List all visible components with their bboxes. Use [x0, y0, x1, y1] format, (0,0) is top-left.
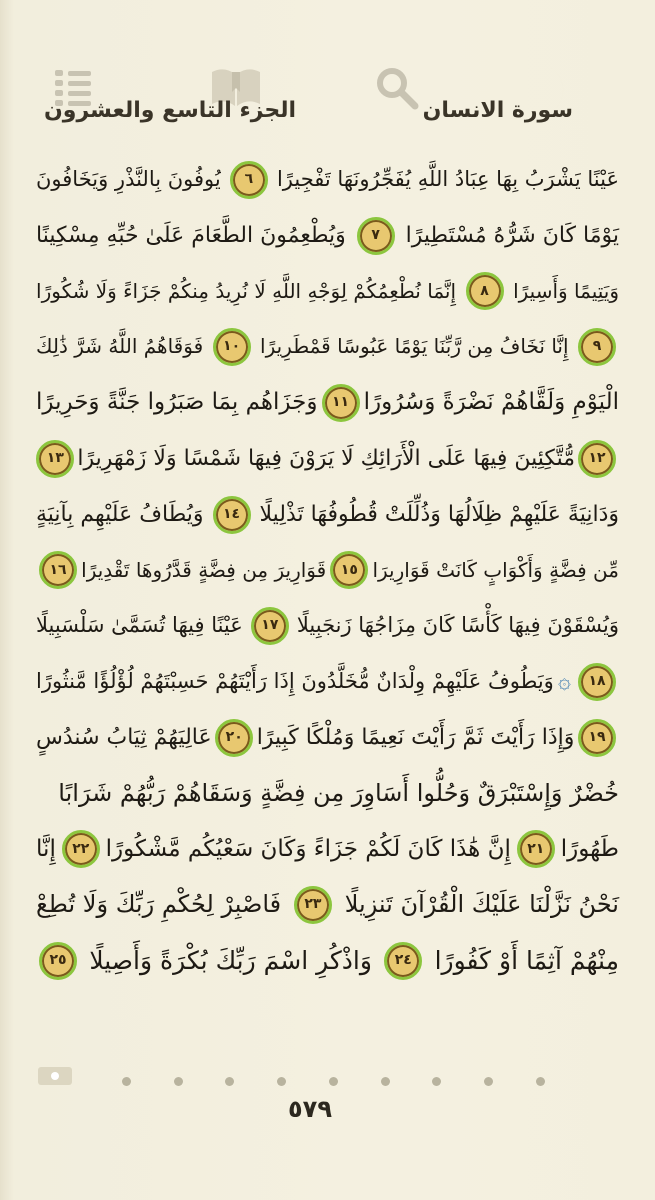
- ayah-number-marker: ١٢: [578, 440, 616, 478]
- text-line: [36, 264, 619, 320]
- ayah-number-marker: ٢٢: [62, 830, 100, 868]
- page-indicator-active[interactable]: [38, 1067, 72, 1085]
- verse-text: عَيْنًا فِيهَا تُسَمَّىٰ سَلْسَبِيلًا: [36, 613, 243, 638]
- ayah-number-marker: ٢٠: [215, 719, 253, 757]
- text-line: [36, 487, 619, 543]
- page-dot[interactable]: [277, 1077, 286, 1086]
- page-dot[interactable]: [329, 1077, 338, 1086]
- text-line: [36, 654, 619, 710]
- ayah-number-marker: ٢٣: [294, 886, 332, 924]
- verse-text: وَاذْكُرِ اسْمَ رَبِّكَ بُكْرَةً وَأَصِيلًا: [89, 946, 372, 976]
- ayah-number-marker: ١٤: [213, 496, 251, 534]
- page-dot[interactable]: [122, 1077, 131, 1086]
- verse-text: يَوْمًا كَانَ شَرُّهُ مُسْتَطِيرًا: [405, 222, 619, 248]
- text-line: [36, 933, 619, 989]
- verse-text: عَيْنًا يَشْرَبُ بِهَا عِبَادُ اللَّهِ يُفَجِّرُونَهَا تَفْجِيرًا: [276, 167, 619, 191]
- text-line: [36, 208, 619, 264]
- verse-text: إِنَّا: [36, 835, 56, 862]
- search-icon[interactable]: [375, 66, 421, 112]
- text-line: [36, 431, 619, 487]
- ayah-number-marker: ١٠: [213, 328, 251, 366]
- verse-text: إِنَّ هَٰذَا كَانَ لَكُمْ جَزَاءً وَكَانَ سَعْيُكُم مَّشْكُورًا: [105, 835, 511, 862]
- verse-text: نَحْنُ نَزَّلْنَا عَلَيْكَ الْقُرْآنَ تَنزِيلًا: [344, 890, 619, 919]
- juz-title: الجزء التاسع والعشرون: [44, 98, 297, 123]
- verse-text: عَالِيَهُمْ ثِيَابُ سُندُسٍ: [36, 724, 212, 750]
- text-line: [36, 543, 619, 599]
- verse-text: مِنْهُمْ آثِمًا أَوْ كَفُورًا: [434, 946, 619, 976]
- quran-page-text: [36, 152, 619, 989]
- rub-el-hizb-icon: ۞: [557, 669, 571, 695]
- page-dot[interactable]: [432, 1077, 441, 1086]
- verse-text: وَدَانِيَةً عَلَيْهِمْ ظِلَالُهَا وَذُلِّلَتْ قُطُوفُهَا تَذْلِيلًا: [259, 501, 619, 527]
- verse-text: فَاصْبِرْ لِحُكْمِ رَبِّكَ وَلَا تُطِعْ: [36, 890, 282, 919]
- ayah-number-marker: ١٥: [330, 551, 368, 589]
- verse-text: فَوَقَاهُمُ اللَّهُ شَرَّ ذَٰلِكَ: [36, 334, 204, 359]
- ayah-number-marker: ١٨: [578, 663, 616, 701]
- text-line: [36, 319, 619, 375]
- verse-text: وَيَطُوفُ عَلَيْهِمْ وِلْدَانٌ مُّخَلَّدُونَ إِذَا رَأَيْتَهُمْ حَسِبْتَهُمْ لُؤْلُؤًا مَّنثُورًا: [36, 669, 554, 694]
- verse-text: قَوَارِيرَ مِن فِضَّةٍ قَدَّرُوهَا تَقْدِيرًا: [81, 557, 327, 582]
- ayah-number-marker: ١٧: [251, 607, 289, 645]
- page-dot[interactable]: [381, 1077, 390, 1086]
- ayah-number-marker: ١٩: [578, 719, 616, 757]
- ayah-number-marker: ٦: [230, 161, 268, 199]
- text-line: [36, 598, 619, 654]
- ayah-number-marker: ٢٥: [39, 942, 77, 980]
- verse-text: خُضْرٌ وَإِسْتَبْرَقٌ وَحُلُّوا أَسَاوِرَ مِن فِضَّةٍ وَسَقَاهُمْ رَبُّهُمْ شَرَابًا: [58, 778, 619, 807]
- text-line: [36, 710, 619, 766]
- verse-text: وَيُطَافُ عَلَيْهِم بِآنِيَةٍ: [36, 501, 204, 527]
- verse-text: وَيُسْقَوْنَ فِيهَا كَأْسًا كَانَ مِزَاجُهَا زَنجَبِيلًا: [296, 613, 619, 638]
- verse-text: وَيُطْعِمُونَ الطَّعَامَ عَلَىٰ حُبِّهِ مِسْكِينًا: [36, 222, 346, 248]
- verse-text: مِّن فِضَّةٍ وَأَكْوَابٍ كَانَتْ قَوَارِيرَا: [372, 557, 619, 582]
- ayah-number-marker: ٧: [357, 217, 395, 255]
- verse-text: وَإِذَا رَأَيْتَ ثَمَّ رَأَيْتَ نَعِيمًا وَمُلْكًا كَبِيرًا: [256, 724, 575, 750]
- page-dot[interactable]: [225, 1077, 234, 1086]
- verse-text: طَهُورًا: [560, 835, 619, 862]
- verse-text: إِنَّا نَخَافُ مِن رَّبِّنَا يَوْمًا عَبُوسًا قَمْطَرِيرًا: [260, 334, 569, 359]
- text-line: [36, 375, 619, 431]
- verse-text: مُّتَّكِئِينَ فِيهَا عَلَى الْأَرَائِكِ لَا يَرَوْنَ فِيهَا شَمْسًا وَلَا زَمْهَرِيرًا: [77, 445, 575, 471]
- surah-title: سورة الانسان: [422, 98, 573, 123]
- verse-text: الْيَوْمِ وَلَقَّاهُمْ نَضْرَةً وَسُرُورًا: [363, 389, 619, 416]
- verse-text: وَجَزَاهُم بِمَا صَبَرُوا جَنَّةً وَحَرِيرًا: [36, 389, 318, 416]
- text-line: [36, 152, 619, 208]
- text-line: [36, 766, 619, 822]
- verse-text: إِنَّمَا نُطْعِمُكُمْ لِوَجْهِ اللَّهِ لَا نُرِيدُ مِنكُمْ جَزَاءً وَلَا شُكُورًا: [36, 278, 457, 303]
- ayah-number-marker: ١١: [322, 384, 360, 422]
- ayah-number-marker: ١٣: [36, 440, 74, 478]
- text-line: [36, 822, 619, 878]
- page-number: ٥٧٩: [288, 1095, 332, 1123]
- ayah-number-marker: ٨: [466, 272, 504, 310]
- text-line: [36, 877, 619, 933]
- page-dot[interactable]: [536, 1077, 545, 1086]
- ayah-number-marker: ٩: [578, 328, 616, 366]
- page-dot[interactable]: [174, 1077, 183, 1086]
- ayah-number-marker: ٢٤: [384, 942, 422, 980]
- page-dot[interactable]: [484, 1077, 493, 1086]
- ayah-number-marker: ١٦: [39, 551, 77, 589]
- verse-text: وَيَتِيمًا وَأَسِيرًا: [513, 278, 619, 303]
- verse-text: يُوفُونَ بِالنَّذْرِ وَيَخَافُونَ: [36, 167, 221, 191]
- ayah-number-marker: ٢١: [517, 830, 555, 868]
